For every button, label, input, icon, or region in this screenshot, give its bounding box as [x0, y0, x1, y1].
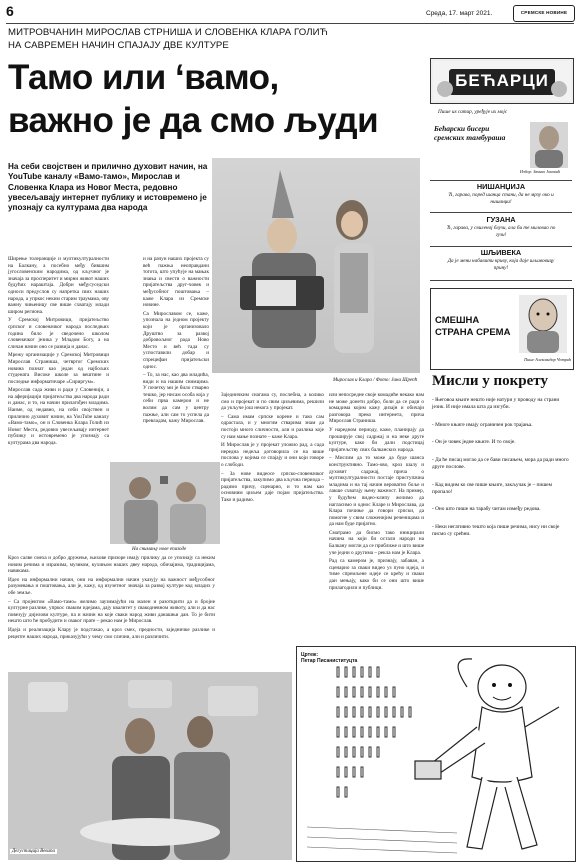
- article-paragraph: или непосредне своје комадиће некако нам не може донети добро, боли да се ради о комадима којим кажу дизајн и обичаји разговора преко интернета, прича Мирослав Страниша.: [329, 392, 424, 425]
- masthead-subtitle: Пише их сатир, уређује их мојс: [438, 109, 508, 115]
- humor-caption: Пише Александар Чотрић: [524, 357, 571, 362]
- issue-date: Среда, 17. март 2021.: [426, 10, 493, 17]
- article-paragraph: Идео на информални начин, они на информални начин указују на важност међусобног разумевања и поштовања, али је, кажу, од изузетног значаја за развој културе код младих у обе земље.: [8, 576, 215, 596]
- article-column-5: [329, 392, 424, 664]
- humor-author-drawing: [519, 295, 567, 353]
- article-paragraph: Мрежу организације у Сремској Митровици Мирослав Страниша, четвртог Сремских новина познат као један од најбољих студената Високе школе за вештине и последње информатичаре «Сириргум».: [8, 352, 109, 385]
- article-paragraph: Ширење толеранције и мултикултуралности на Балкану, а посебно међу бившим југословенским народима, од кључног је значаја за просперитет и мирни живот наших будућих нараштаја. Добри међусуседски односи предуслов су напретка свих наших народа, а упркос неким старим траумама, ову важну чињеницу све више схватају млади широм региона.: [8, 256, 109, 315]
- article-paragraph: – Са пројектом «Вамо-тамо» желимо заузимајући на мален и разоткрити да и бројне културне разлике, упркос сваким идејама, дају квалитет у свакодневном животу, али и да нас повезују дијелови културе, па и начин на које сваки народ живи данашњи дан. То је бити нешто што ће пробудити и сваког прате – рекао нам је Мирослав.: [8, 598, 215, 625]
- thought-item: - Неки негативно тешто која пише речима, нису ни своје писмо су срећни.: [432, 524, 560, 537]
- sidebar: [428, 28, 574, 640]
- tasting-photo: [8, 672, 292, 860]
- article-kicker-line1: МИТРОВЧАНИН МИРОСЛАВ СТРНИША И СЛОВЕНКА КЛАРА ГОЛИЋ: [8, 27, 328, 38]
- article-paragraph: Заједничким снагама су, послебна, а колико смо и пројекат и по свим циљевима, решили да укључе још некога у пројекат.: [221, 392, 324, 412]
- tasting-photo-caption: Дегустација Вевапа: [12, 849, 56, 854]
- masthead-title: БЕЋАРЦИ: [455, 71, 549, 90]
- main-photo: [212, 158, 420, 373]
- verse2-title: ГУЗАНА: [486, 215, 516, 224]
- thought-item: - Многе књиге имају ограничен рок трајања.: [432, 421, 533, 428]
- thought-item: - Оно што пише на тарабу читам између редова.: [432, 506, 541, 513]
- section-title: Бећарски бисери сремских тамбураша: [434, 124, 506, 142]
- article-paragraph: У Сремској Митровици, пријатељство српског и словеначког народа последњих година било је сведочено школом словеначког језика у Младом Богу, а на сличан начин оно се развија и данас.: [8, 317, 109, 350]
- bekarci-masthead: [430, 58, 574, 104]
- article-paragraph: – За нове видеосе српско-словеначког пријатељства, закупимо два кључна периода – радимо причу, сценарио, и то нам као основним циљем даје појам пријатељства. Тако и радимо.: [221, 470, 324, 503]
- article-paragraph: И Мирослав је у пројекат уложио рад, а сада нередна недеља договорила се на више послова у којима се спајају и они који говоре о слободи.: [221, 442, 324, 468]
- portrait-caption: Избор: Звонко Јоковић: [519, 169, 561, 174]
- article-paragraph: Мирослав сада живи и ради у Словенији, а на аферијацији пријатељства два народа ради и данас, и то, на начин прилагођен младима. Наиме, од недавно, на себи својствен и прилично духовит начин, на YouTube каналу «Вамо-тамо», он и Словенка Клара Голић из Новог Места, редовно увесељавају интернет публику и истовремено је упознају са културама два народа.: [8, 387, 109, 447]
- humor-title-line1: СМЕШНА: [435, 315, 480, 326]
- article-column-1: [8, 256, 109, 462]
- article-paragraph: Рад са камером је, признају, забаван, а сценарио за сваки видео уз пуно идеја, и тиме спремљене идеје се крећу и сваки дан мењају, како би се они што више прилагодили и публици.: [329, 558, 424, 591]
- verse2-text: Ћ, гарава, у свиленој блузи, ала би те миловао по гузи!: [446, 225, 556, 238]
- cartoon-artist: Петар Писаниституцта: [301, 658, 358, 664]
- thought-item: - Кад видим ко све пише књиге, закључак је – пишем пропало!: [432, 481, 552, 495]
- verse1-text: Ћ, гарава, поред шанца стани, да не мрзу око и нишанџи!: [448, 192, 554, 205]
- article-paragraph: Идеја и реализација Клару је подстакао, а кроз смех, предности, заједничке разлике и рецепте наших народа, приказујући у чему смо слични, али и различити.: [8, 626, 215, 640]
- article-paragraph: – Мислим да то може да буде шанса конструктивно. Тамо-ово, кроз шалу и духовит садржај, прича о мултикултуралности постаје приступачна младима и на тај начин вероватно боље и лакше схватају њену важност. На пример, у будућем видео-клипу желимо да нагласимо и однос Кларе и Мирослава, да Клара почиње да говори српски, да помогне у свим сложенијим реченицама и да нам буде пријатно.: [329, 455, 424, 528]
- article-paragraph: Кроз салве смеха и добро дружење, њихове призоре имају прилику да се упознају са неким новим речима и изразима, музиком, кухињом наших двеу народа, обичајима, традицијама, навикама.: [8, 555, 215, 575]
- humor-box: [430, 288, 574, 370]
- article-column-3: [143, 256, 209, 425]
- verse1-title: НИШАНЏИЈА: [476, 182, 526, 191]
- filming-photo: [110, 462, 220, 544]
- newspaper-logo: СРЕМСКЕ НОВИНЕ: [513, 5, 575, 22]
- article-paragraph: – То, за нас, као два младића, види и на нашим снимцима. У почетку ми је било стварно тешко, јер нисам особа која у себи прва камерои и не волим да сам у центру пажње, али сам то успела да превладам, кажу Мирослав.: [143, 372, 209, 425]
- article-paragraph: – Сама имам српске корене и тако сам одрастала, и у многим стварима знам да постоји много сличности, али и разлика које су нам мање познате – каже Клара.: [221, 413, 324, 440]
- header-rule: [6, 23, 574, 24]
- article-column-4: [221, 392, 324, 668]
- article-paragraph: Са Мирославом се, каже, упознала на једном пројекту који је организовало Друштво за развој добровољног рада Ново Место и већ тада су успоставили добар и спрецифан пријатељски однос.: [143, 310, 209, 370]
- article-kicker-line2: НА САВРЕМЕН НАЧИН СПАЈАЈУ ДВЕ КУЛТУРЕ: [8, 40, 229, 51]
- article-paragraph: и на рачун наших пројекта су већ пажња неоправдани тогота, што упућује на мањак знања и свести о важности пријатељства друг-човек и међусобног поштовања – каже Клара из Сремске новине.: [143, 256, 209, 309]
- thought-item: - Његовоа књиге нешто није натури у проводу на страни језик. И није имала шта да изгуби.: [432, 397, 560, 410]
- filming-photo-caption: На снимању нове епизоде: [132, 547, 187, 552]
- thoughts-title: Мисли у покрету: [432, 373, 548, 389]
- page-number: 6: [6, 3, 14, 19]
- main-photo-caption: Мирослав и Клара / Фото: Јана Шрепћ: [333, 378, 418, 383]
- thoughts-list: [432, 397, 572, 549]
- thought-item: - Да ће писац могао да се бави писањем, мора да ради много друге послове.: [432, 457, 569, 470]
- columnist-portrait: [530, 122, 568, 168]
- headline-line1: Тамо или ‘вамо,: [8, 58, 279, 97]
- article-paragraph: У наредном периоду, каже, планирају да проширује свој садржај и на неке друге културе, како би дали подстицај пријатељству свих балканских народа.: [329, 426, 424, 453]
- thought-item: - Он је човек једне књиге. И то своје.: [432, 439, 516, 446]
- humor-title-line2: СТРАНА СРЕМА: [435, 327, 511, 338]
- cartoon-box: [296, 646, 576, 862]
- article-paragraph: Сматрамо да бисмо тако иницирали начина на који би остали народи на Балкану могли да се приближе и што више уче једни о другима – рекла нам је Клара.: [329, 529, 424, 556]
- article-column-2: [8, 555, 215, 669]
- article-lead: На себи својствен и прилично духовит начин, на YouTube каналу «Вамо-тамо», Мирослав и Словенка Клара из Новог Места, редовно увесељавају интернет публику и истовремено је упознају са културама два народа: [8, 162, 208, 213]
- headline-line2: важно је да смо људи: [8, 101, 379, 140]
- cartoon-label: Цртеж:: [301, 652, 319, 658]
- verse3-text: Да је мени набавити криву, која даје шљивовицу прину!: [447, 258, 555, 271]
- verse3-title: ШЉИВЕКА: [480, 248, 522, 257]
